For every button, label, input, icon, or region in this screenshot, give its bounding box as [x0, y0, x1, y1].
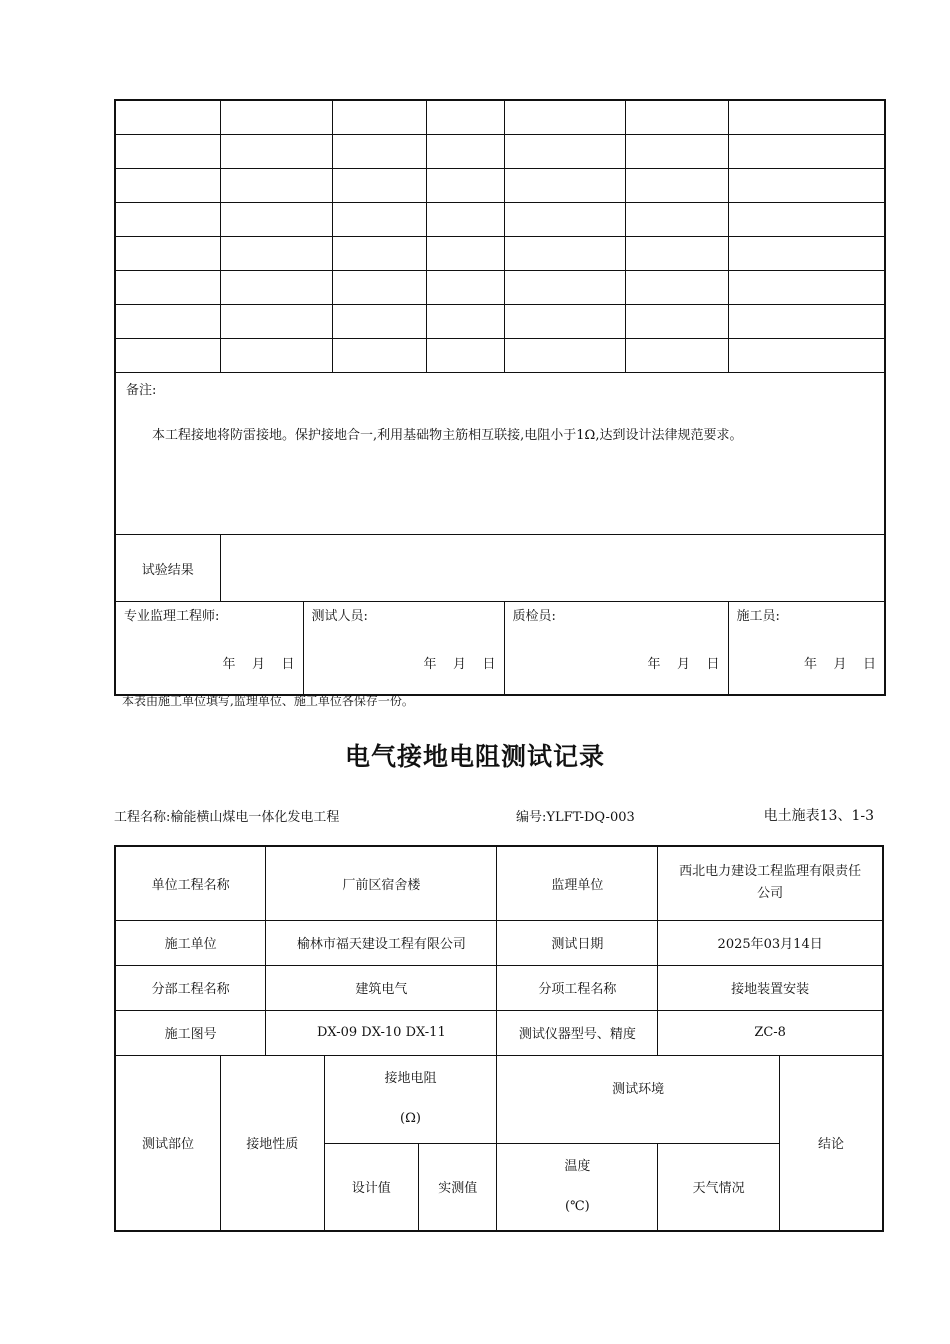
empty-cell: [115, 271, 220, 305]
empty-row: [115, 237, 885, 271]
resistance-test-table: [114, 845, 884, 1232]
signature-tester: [303, 602, 504, 696]
signature-date: 年 月 日: [222, 657, 295, 672]
signature-label: 质检员:: [512, 609, 556, 624]
empty-row: [115, 169, 885, 203]
empty-cell: [426, 100, 504, 135]
empty-cell: [332, 339, 426, 373]
empty-cell: [625, 135, 728, 169]
empty-cell: [220, 169, 332, 203]
header-design-value: 设计值: [324, 1143, 418, 1231]
empty-cell: [625, 169, 728, 203]
empty-cell: [728, 271, 885, 305]
remarks-text: 本工程接地将防雷接地。保护接地合一,利用基础物主筋相互联接,电阻小于1Ω,达到设计法律规范要求。: [152, 428, 743, 443]
empty-cell: [426, 203, 504, 237]
empty-cell: [332, 100, 426, 135]
item-project-label: 分项工程名称: [497, 965, 658, 1010]
empty-cell: [220, 305, 332, 339]
empty-cell: [115, 135, 220, 169]
empty-cell: [504, 339, 625, 373]
empty-row: [115, 135, 885, 169]
empty-cell: [115, 100, 220, 135]
document-code: 编号:YLFT-DQ-003: [516, 810, 635, 825]
signature-supervisor: [115, 602, 303, 696]
empty-cell: [426, 305, 504, 339]
empty-cell: [332, 271, 426, 305]
upper-record-table: [114, 99, 886, 696]
header-nature: 接地性质: [221, 1055, 325, 1231]
empty-cell: [426, 135, 504, 169]
header-resistance-unit: (Ω): [400, 1111, 421, 1126]
header-measured-value: 实测值: [419, 1143, 497, 1231]
header-resistance: [324, 1055, 497, 1143]
empty-cell: [220, 237, 332, 271]
signature-label: 施工员:: [736, 609, 780, 624]
empty-cell: [220, 100, 332, 135]
drawing-value: DX-09 DX-10 DX-11: [266, 1010, 497, 1055]
constructor-value: 榆林市福天建设工程有限公司: [266, 920, 497, 965]
unit-project-value: 厂前区宿舍楼: [266, 846, 497, 920]
empty-cell: [728, 237, 885, 271]
empty-cell: [728, 339, 885, 373]
empty-cell: [504, 203, 625, 237]
empty-cell: [332, 203, 426, 237]
empty-cell: [504, 271, 625, 305]
empty-cell: [625, 271, 728, 305]
empty-row: [115, 203, 885, 237]
constructor-label: 施工单位: [115, 920, 266, 965]
empty-cell: [625, 339, 728, 373]
supervisor-label: 监理单位: [497, 846, 658, 920]
empty-cell: [426, 339, 504, 373]
drawing-label: 施工图号: [115, 1010, 266, 1055]
empty-cell: [625, 100, 728, 135]
signature-date: 年 月 日: [647, 657, 720, 672]
empty-cell: [625, 203, 728, 237]
header-temperature-text: 温度: [564, 1158, 591, 1174]
header-resistance-text: 接地电阻: [384, 1071, 437, 1086]
item-project-value: 接地装置安装: [658, 965, 883, 1010]
empty-cell: [728, 203, 885, 237]
empty-cell: [115, 339, 220, 373]
remarks-cell: [115, 373, 885, 535]
empty-cell: [220, 271, 332, 305]
empty-cell: [728, 135, 885, 169]
project-name: 工程名称:榆能横山煤电一体化发电工程: [114, 810, 340, 825]
remarks-label: 备注:: [126, 383, 157, 398]
spacer: [497, 1178, 657, 1196]
test-result-value: [220, 535, 885, 602]
empty-row: [115, 339, 885, 373]
empty-cell: [115, 305, 220, 339]
empty-cell: [220, 135, 332, 169]
empty-cell: [332, 135, 426, 169]
header-temperature: [497, 1143, 658, 1231]
empty-cell: [332, 169, 426, 203]
signature-label: 测试人员:: [311, 609, 368, 624]
header-environment: 测试环境: [497, 1055, 779, 1143]
empty-cell: [625, 305, 728, 339]
empty-cell: [728, 100, 885, 135]
sub-project-label: 分部工程名称: [115, 965, 266, 1010]
empty-cell: [504, 237, 625, 271]
document-title: 电气接地电阻测试记录: [344, 742, 605, 771]
empty-row: [115, 271, 885, 305]
signature-inspector: [504, 602, 728, 696]
unit-project-label: 单位工程名称: [115, 846, 266, 920]
empty-row: [115, 100, 885, 135]
test-result-label: 试验结果: [115, 535, 220, 602]
supervisor-value-line: 西北电力建设工程监理有限责任: [679, 864, 862, 880]
form-number: 电土施表13、1-3: [763, 808, 874, 824]
empty-cell: [426, 169, 504, 203]
empty-cell: [220, 339, 332, 373]
empty-cell: [625, 237, 728, 271]
supervisor-value-line: 公司: [757, 886, 784, 902]
supervisor-value: [658, 846, 883, 920]
instrument-label: 测试仪器型号、精度: [497, 1010, 658, 1055]
empty-cell: [504, 135, 625, 169]
footnote: 本表由施工单位填写,监理单位、施工单位各保存一份。: [122, 694, 414, 708]
empty-cell: [504, 305, 625, 339]
header-temperature-unit: (℃): [565, 1198, 590, 1214]
empty-cell: [504, 169, 625, 203]
signature-worker: [728, 602, 885, 696]
empty-cell: [728, 169, 885, 203]
empty-cell: [220, 203, 332, 237]
test-date-value: 2025年03月14日: [658, 920, 883, 965]
test-date-label: 测试日期: [497, 920, 658, 965]
empty-cell: [115, 169, 220, 203]
empty-measurement-rows: [115, 100, 885, 373]
empty-row: [115, 305, 885, 339]
signature-date: 年 月 日: [803, 657, 876, 672]
sub-project-value: 建筑电气: [266, 965, 497, 1010]
empty-cell: [728, 305, 885, 339]
empty-cell: [504, 100, 625, 135]
header-position: 测试部位: [115, 1055, 221, 1231]
empty-cell: [426, 237, 504, 271]
empty-cell: [115, 203, 220, 237]
empty-cell: [426, 271, 504, 305]
empty-cell: [332, 237, 426, 271]
empty-cell: [332, 305, 426, 339]
signature-label: 专业监理工程师:: [124, 609, 220, 624]
instrument-value: ZC-8: [658, 1010, 883, 1055]
signature-date: 年 月 日: [423, 657, 496, 672]
header-weather: 天气情况: [658, 1143, 780, 1231]
empty-cell: [115, 237, 220, 271]
header-conclusion: 结论: [779, 1055, 883, 1231]
spacer: [325, 1090, 497, 1108]
